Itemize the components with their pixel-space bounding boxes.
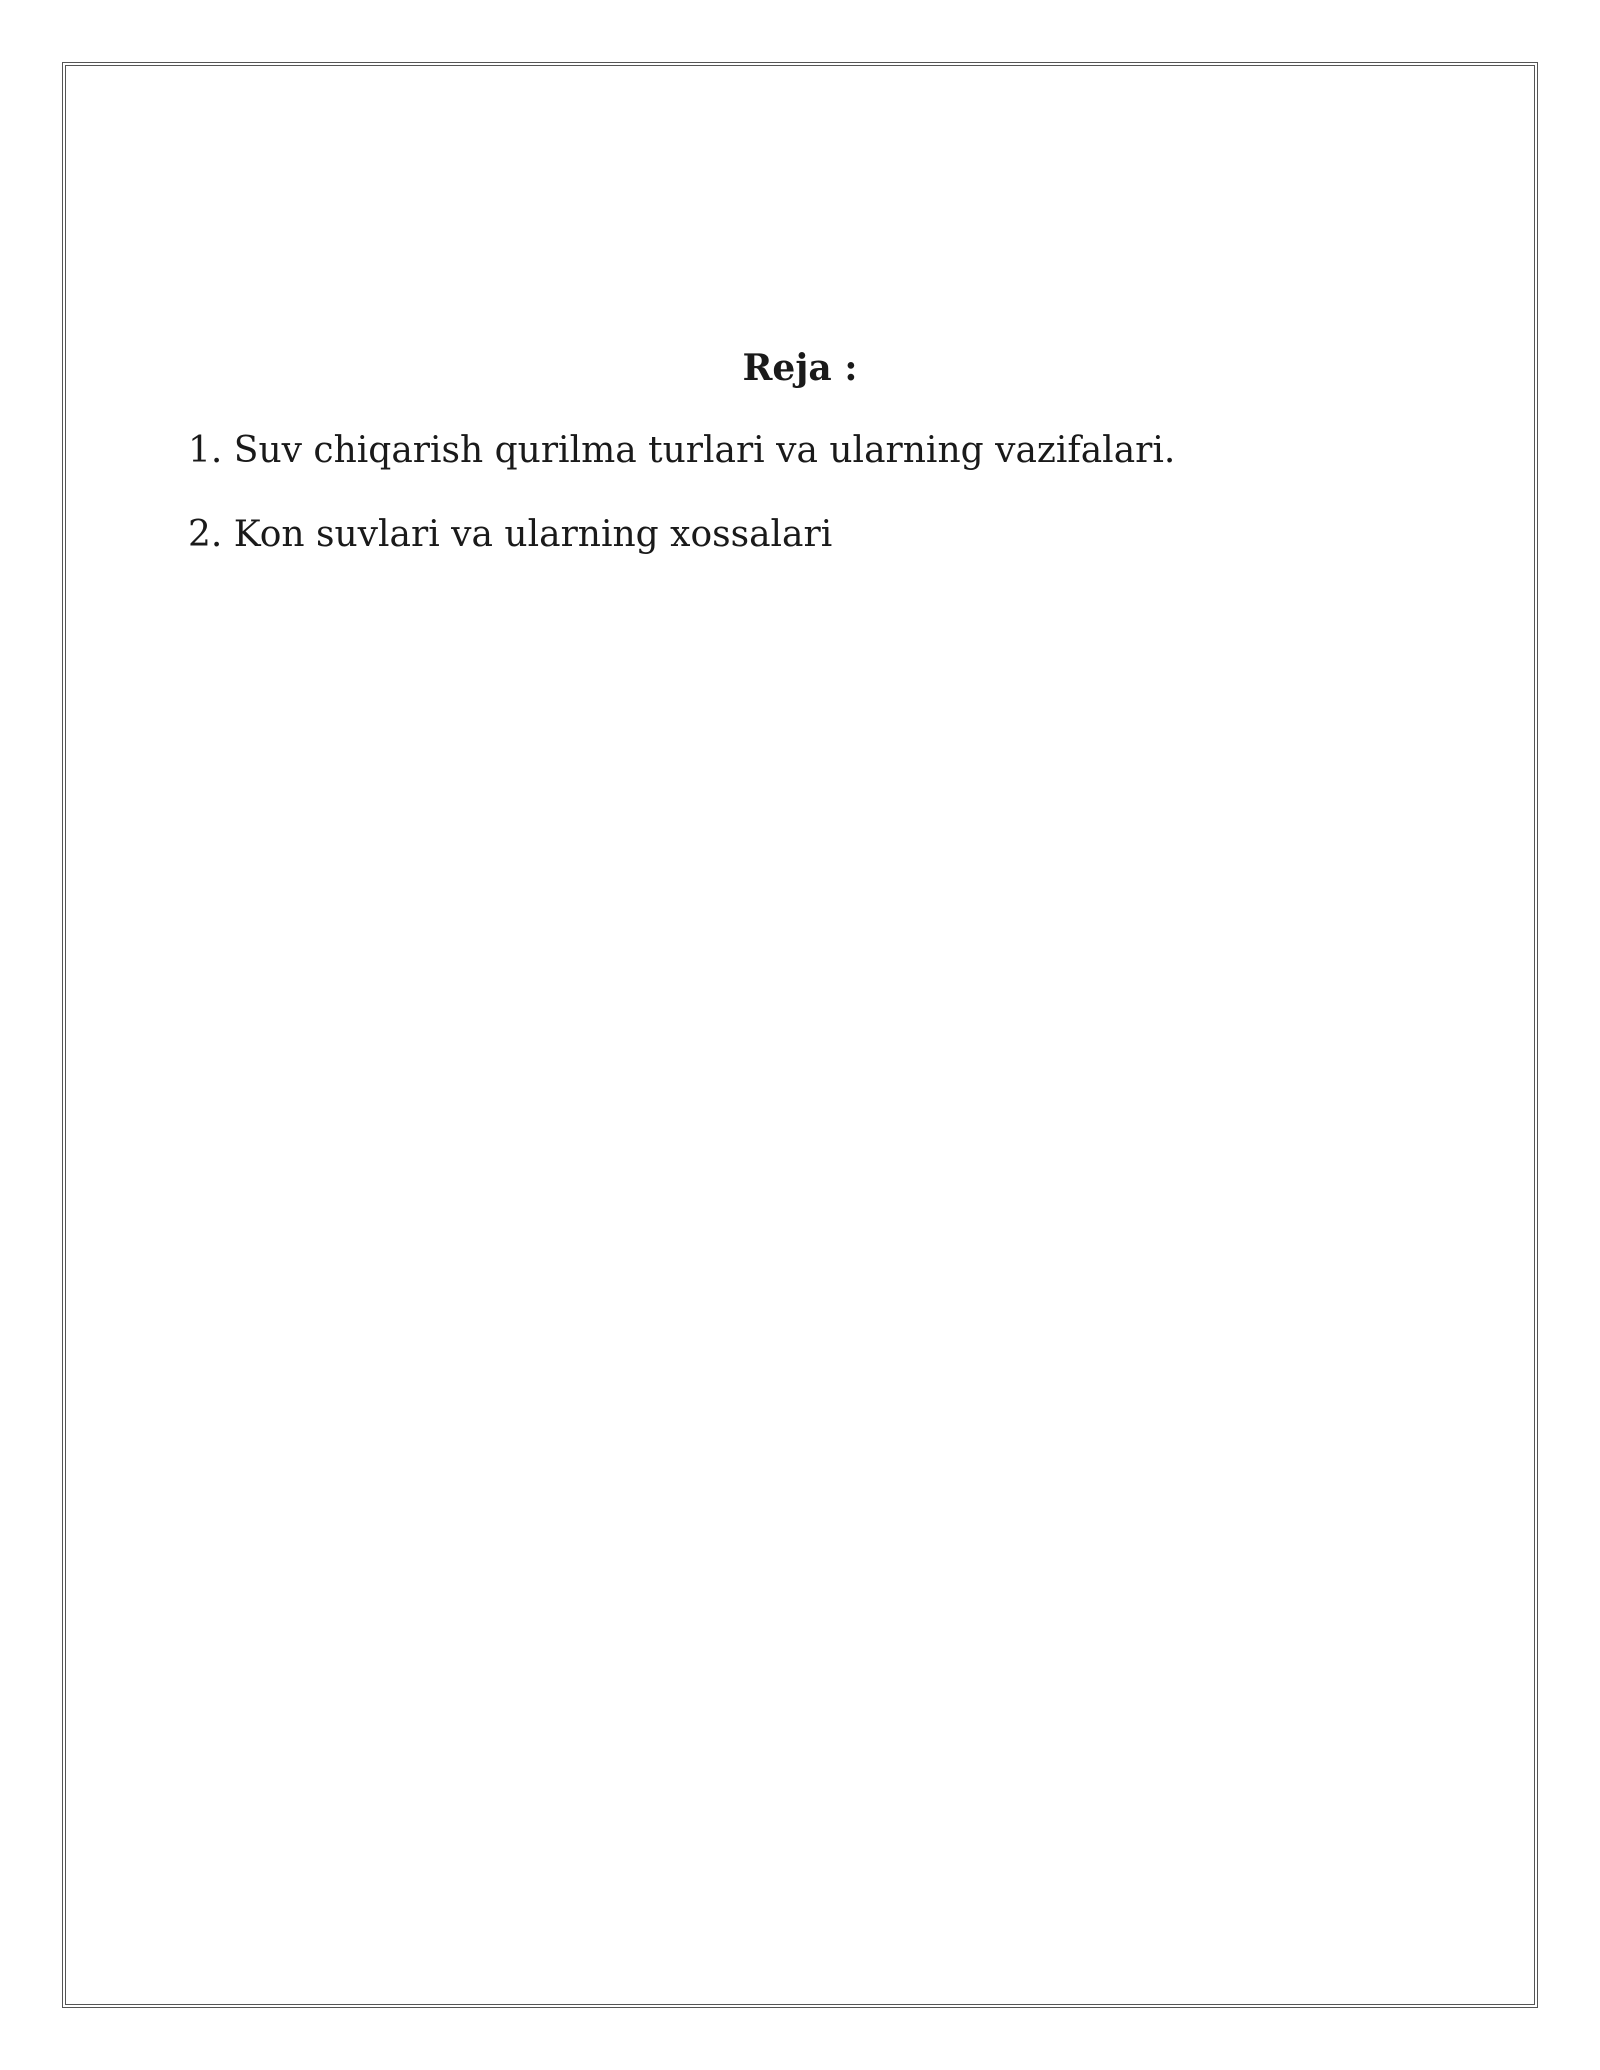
plan-item-2: 2. Kon suvlari va ularning xossalari bbox=[188, 514, 833, 555]
plan-list bbox=[188, 427, 1175, 595]
plan-item-1: 1. Suv chiqarish qurilma turlari va ularning vazifalari. bbox=[188, 430, 1176, 471]
page-title: Reja : bbox=[742, 347, 858, 389]
